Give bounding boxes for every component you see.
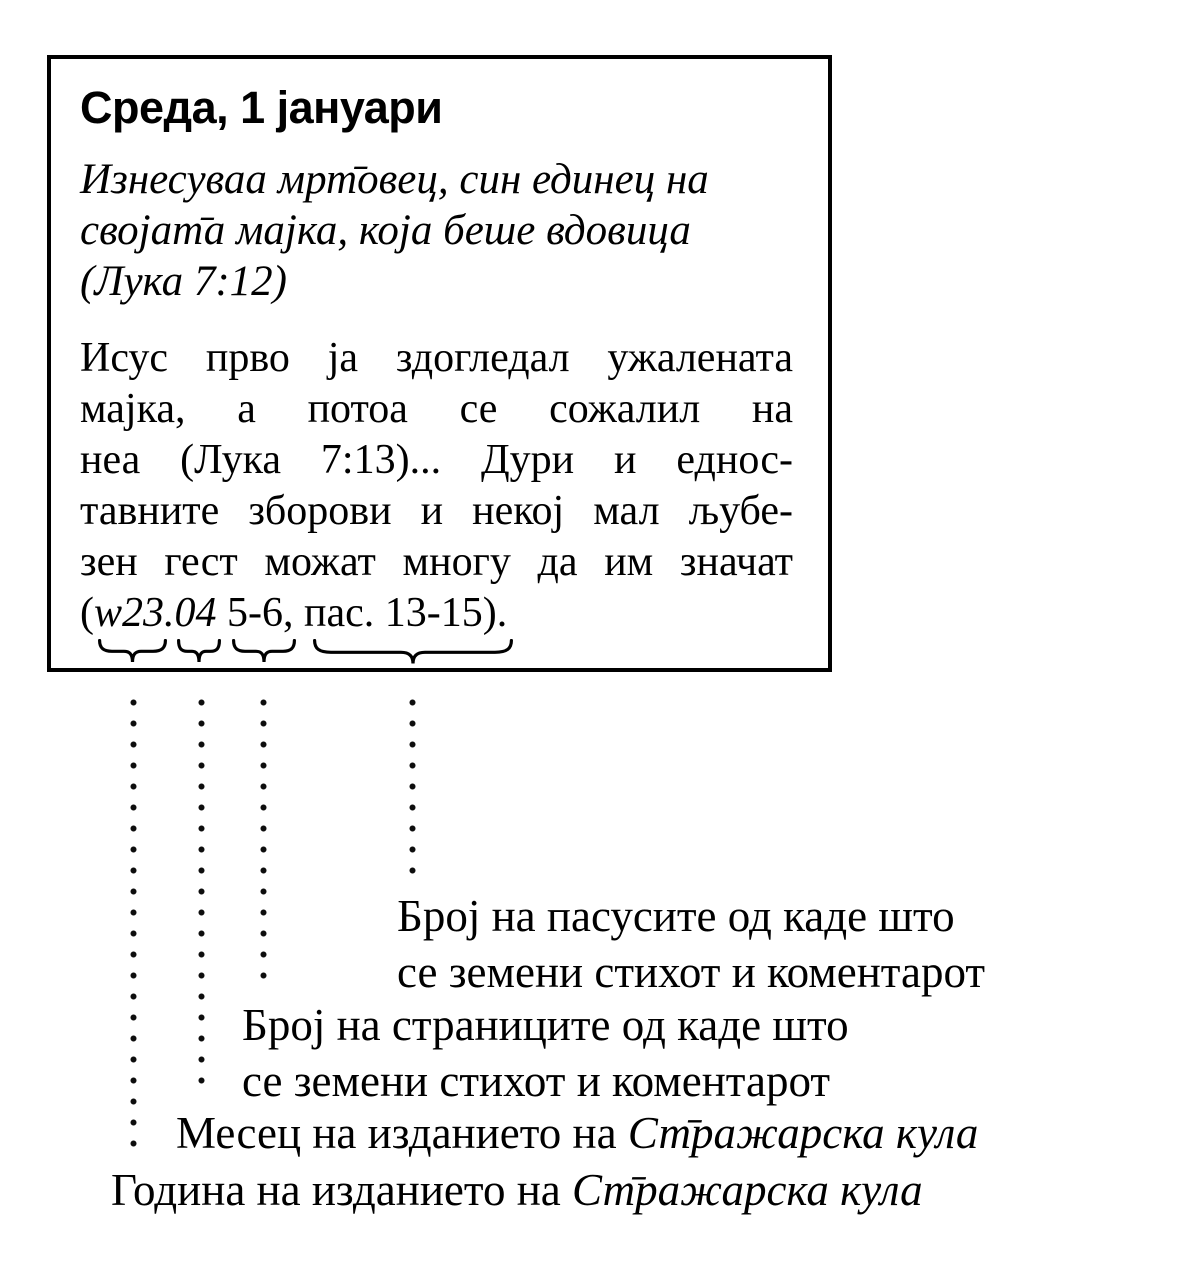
paragraphs-label-line: се земени стихот и коментарот: [397, 947, 986, 997]
citation-open-paren: (: [80, 590, 94, 636]
watchtower-title: Ст̄ражарска кула: [572, 1165, 923, 1215]
comment-line: зен гест можат многу да им значат: [80, 539, 793, 585]
pages-dotted-leader: [260, 699, 267, 987]
comment-line: Исус прво ја здогледал ужалената: [80, 335, 793, 381]
month-label: [176, 1105, 978, 1161]
pages-label: [242, 997, 849, 1109]
comment-line: неа (Лука 7:13)... Дури и еднос-: [80, 437, 793, 483]
month-label-text: Месец на изданието на: [176, 1108, 628, 1158]
comment-text: [80, 333, 793, 639]
paragraphs-dotted-leader: [409, 699, 416, 877]
paragraphs-underbrace-icon: [313, 639, 513, 667]
paragraphs-label: [397, 888, 985, 1000]
scripture-text: [80, 154, 793, 307]
month-dotted-leader: [198, 699, 205, 1089]
date-heading: Среда, 1 јануари: [80, 82, 443, 133]
scripture-line: својат̄а мајка, која беше вдовица: [80, 207, 691, 254]
year-dotted-leader: [130, 699, 137, 1157]
year-underbrace-icon: [98, 639, 167, 666]
scripture-line: Изнесуваа мрт̄овец, син единец на: [80, 156, 709, 203]
pages-label-line: Број на страниците од каде што: [242, 1000, 849, 1050]
citation-line: [80, 588, 793, 639]
comment-line: тавните зборови и некој мал љубе-: [80, 488, 793, 534]
scripture-reference: (Лука 7:12): [80, 258, 287, 305]
calendar-entry-box: [47, 55, 832, 672]
month-underbrace-icon: [177, 639, 221, 666]
pages-underbrace-icon: [232, 639, 296, 666]
watchtower-title: Ст̄ражарска кула: [627, 1108, 979, 1158]
year-label: [111, 1162, 923, 1218]
paragraphs-label-line: Број на пасусите од каде што: [397, 891, 955, 941]
comment-line: мајка, а потоа се сожалил на: [80, 386, 793, 432]
citation-pages-paragraphs: 5-6, пас. 13-15).: [216, 590, 508, 636]
year-label-text: Година на изданието на: [111, 1165, 573, 1215]
pages-label-line: се земени стихот и коментарот: [242, 1056, 831, 1106]
citation-issue: w23.04: [94, 590, 217, 636]
